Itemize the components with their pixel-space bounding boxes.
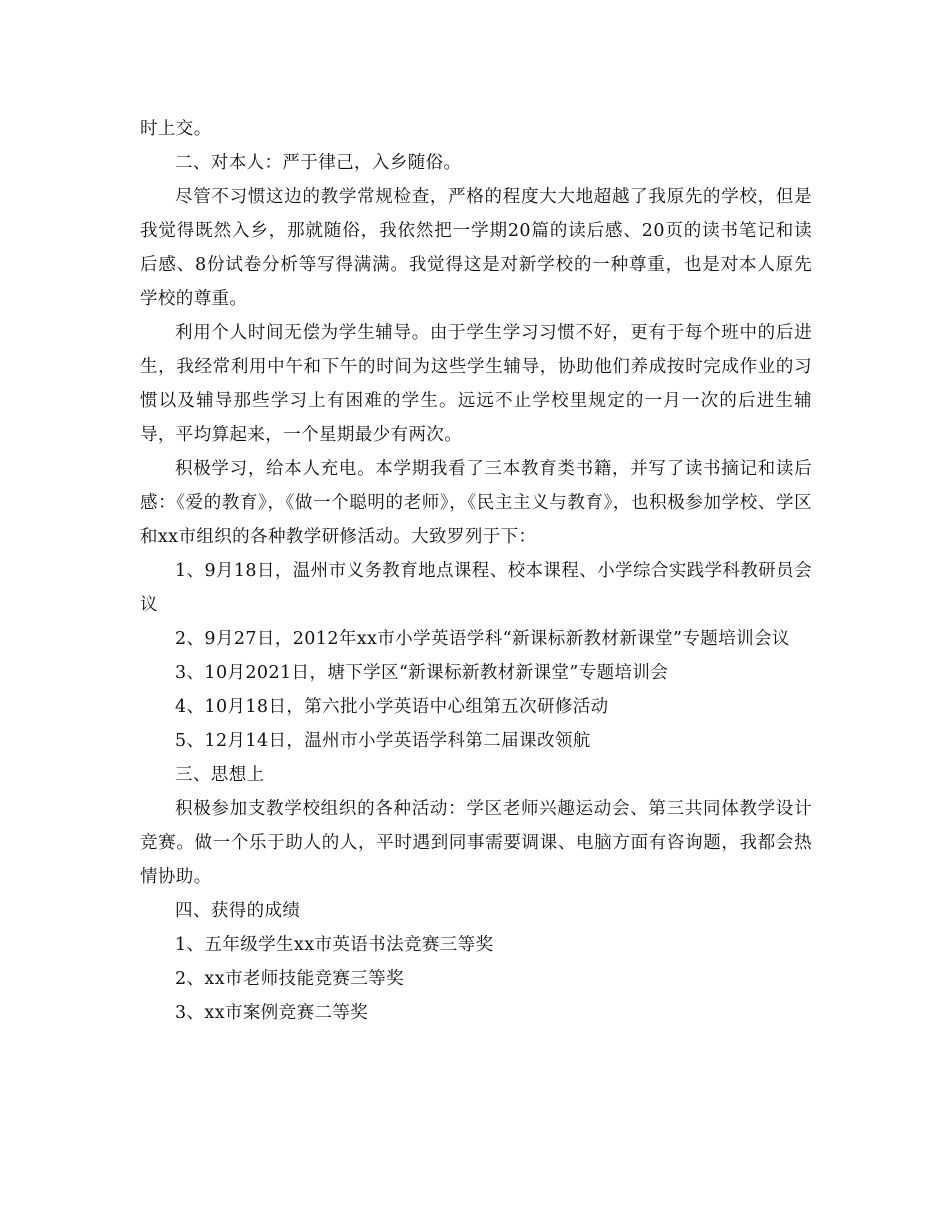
document-body bbox=[140, 112, 812, 1030]
paragraph-1: 时上交。 bbox=[140, 119, 212, 139]
achievement-item-1: 1、五年级学生xx市英语书法竞赛三等奖 bbox=[175, 935, 494, 955]
list-item-3: 3、10月2021日，塘下学区“新课标新教材新课堂”专题培训会 bbox=[175, 663, 669, 683]
list-item-1: 1、9月18日，温州市义务教育地点课程、校本课程、小学综合实践学科教研员会议 bbox=[140, 561, 812, 615]
paragraph-activities: 积极参加支教学校组织的各种活动：学区老师兴趣运动会、第三共同体教学设计竞赛。做一个乐于助人的人，平时遇到同事需要调课、电脑方面有咨询题，我都会热情协助。 bbox=[140, 799, 812, 887]
list-item-4: 4、10月18日，第六批小学英语中心组第五次研修活动 bbox=[175, 697, 609, 717]
section-heading-3: 三、思想上 bbox=[175, 765, 265, 785]
achievement-item-2: 2、xx市老师技能竞赛三等奖 bbox=[175, 969, 404, 989]
paragraph-3: 尽管不习惯这边的教学常规检查，严格的程度大大地超越了我原先的学校，但是我觉得既然入乡，那就随俗，我依然把一学期20篇的读后感、20页的读书笔记和读后感、8份试卷分析等写得满满。我觉得这是对新学校的一种尊重，也是对本人原先学校的尊重。 bbox=[140, 187, 812, 309]
paragraph-4: 利用个人时间无偿为学生辅导。由于学生学习习惯不好，更有于每个班中的后进生，我经常利用中午和下午的时间为这些学生辅导，协助他们养成按时完成作业的习惯以及辅导那些学习上有困难的学生。远远不止学校里规定的一月一次的后进生辅导，平均算起来，一个星期最少有两次。 bbox=[140, 323, 812, 445]
section-heading-4: 四、获得的成绩 bbox=[175, 901, 301, 921]
list-item-5: 5、12月14日，温州市小学英语学科第二届课改领航 bbox=[175, 731, 591, 751]
list-item-2: 2、9月27日，2012年xx市小学英语学科“新课标新教材新课堂”专题培训会议 bbox=[175, 629, 790, 649]
paragraph-5: 积极学习，给本人充电。本学期我看了三本教育类书籍，并写了读书摘记和读后感：《爱的教育》，《做一个聪明的老师》，《民主主义与教育》，也积极参加学校、学区和xx市组织的各种教学研修活动。大致罗列于下： bbox=[140, 459, 812, 547]
section-heading-2: 二、对本人：严于律己，入乡随俗。 bbox=[175, 153, 462, 173]
achievement-item-3: 3、xx市案例竞赛二等奖 bbox=[175, 1003, 369, 1023]
